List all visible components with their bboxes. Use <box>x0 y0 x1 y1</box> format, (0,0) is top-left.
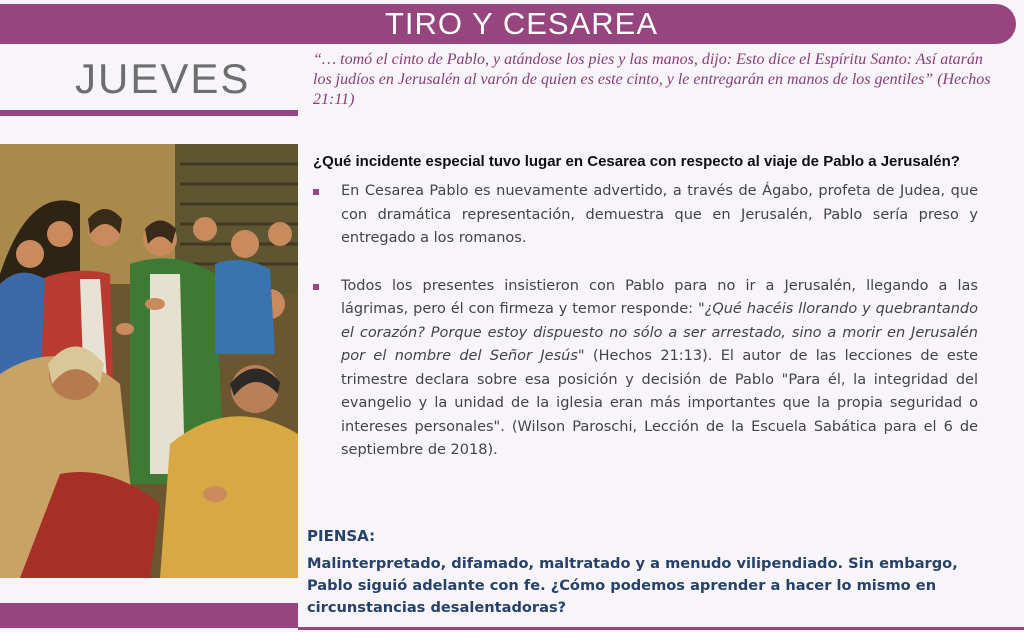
day-underline <box>0 110 298 116</box>
bullet-square-icon <box>313 189 319 195</box>
bullet-square-icon <box>313 284 319 290</box>
think-heading: PIENSA: <box>307 527 376 545</box>
lesson-question: ¿Qué incidente especial tuvo lugar en Cesarea con respecto al viaje de Pablo a Jerusalén? <box>313 153 960 170</box>
footer-bar <box>0 603 298 628</box>
bible-quote: “… tomó el cinto de Pablo, y atándose los pies y las manos, dijo: Esto dice el Espíritu Santo: Así atarán los judíos en Jerusalén al varón de quien es este cinto, y le entregarán en manos de los gentiles” (Hechos 21:11) <box>313 51 991 108</box>
day-label: JUEVES <box>75 55 251 102</box>
slide-title: TIRO Y CESAREA <box>385 6 658 41</box>
bullet-list <box>313 180 978 463</box>
painting-icon <box>0 144 298 578</box>
think-text: Malinterpretado, difamado, maltratado y a menudo vilipendiado. Sin embargo, Pablo siguió adelante con fe. ¿Cómo podemos aprender a hacer lo mismo en circunstancias desalentadoras? <box>307 555 958 616</box>
bullet-text-lead: Todos los presentes insistieron con Pablo para no ir a Jerusalén, llegando a las lágrimas, pero él con firmeza y temor responde: <box>341 277 978 317</box>
list-item <box>313 180 978 251</box>
bullet-text-tail: (Hechos 21:13). El autor de las lecciones de este trimestre declara sobre esa posición y decisión de Pablo "Para él, la integridad del evangelio y la unidad de la iglesia eran más importantes que la propia seguridad o intereses personales". (Wilson Paroschi, Lección de la Escuela Sabática para el 6 de septiembre de 2018). <box>341 348 978 458</box>
painting-illustration <box>0 144 298 578</box>
list-item <box>313 275 978 463</box>
bullet-text: En Cesarea Pablo es nuevamente advertido, a través de Ágabo, profeta de Judea, que con dramática representación, demuestra que en Jerusalén, Pablo sería preso y entregado a los romanos. <box>341 183 978 246</box>
title-bar <box>0 4 1016 44</box>
bullet-text-quote: "¿Qué hacéis llorando y quebrantando el corazón? Porque estoy dispuesto no sólo a ser arrestado, sino a morir en Jerusalén por el nombre del Señor Jesús" <box>341 301 978 364</box>
footer-line <box>298 627 1024 630</box>
